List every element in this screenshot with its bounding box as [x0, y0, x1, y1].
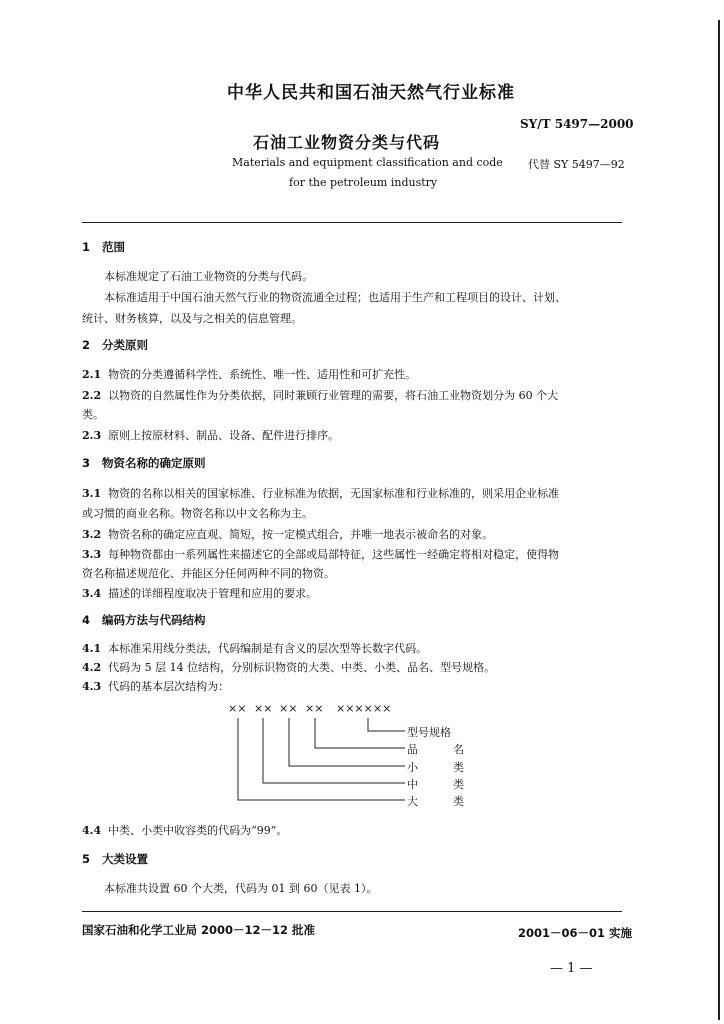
clause-number: 3.1 [82, 487, 102, 500]
section-heading-1 [82, 239, 125, 255]
section-heading-2 [82, 337, 148, 353]
clause-number: 2.2 [82, 389, 102, 402]
section-heading-3 [82, 455, 206, 471]
clause-text: 物资的分类遵循科学性、系统性、唯一性、适用性和可扩充性。 [108, 368, 417, 381]
line-middle-class [263, 718, 405, 783]
line-product-name [315, 718, 405, 748]
code-group-4: ×× [305, 702, 324, 715]
label-small-class: 小 类 [407, 761, 476, 774]
clause-text: 以物资的自然属性作为分类依据，同时兼顾行业管理的需要，将石油工业物资划分为 60 个大 [108, 389, 559, 402]
footer-rule [82, 911, 622, 912]
label-middle-class: 中 类 [407, 778, 476, 791]
section-number: 3 [82, 456, 91, 470]
section-heading-4 [82, 612, 206, 628]
clause-number: 4.3 [82, 680, 102, 693]
clause-text: 代码的基本层次结构为： [108, 680, 230, 693]
clause-3-3 [82, 546, 559, 562]
code-group-2: ×× [254, 702, 273, 715]
section-number: 4 [82, 613, 91, 627]
clause-number: 3.2 [82, 528, 102, 541]
line-small-class [289, 718, 405, 766]
document-title-english: Materials and equipment classification and code [232, 156, 503, 169]
section-number: 1 [82, 240, 91, 254]
header-rule [82, 222, 622, 223]
document-title-english-cont: for the petroleum industry [289, 176, 438, 189]
code-group-1: ×× [228, 702, 247, 715]
clause-4-1 [82, 640, 427, 656]
paragraph: 本标准共设置 60 个大类，代码为 01 到 60（见表 1）。 [104, 882, 378, 895]
clause-text: 本标准采用线分类法，代码编制是有含义的层次型等长数字代码。 [108, 642, 428, 655]
section-title: 编码方法与代码结构 [102, 613, 206, 627]
paragraph: 本标准适用于中国石油天然气行业的物资流通全过程；也适用于生产和工程项目的设计、计划、 [104, 291, 566, 304]
clause-3-2 [82, 526, 493, 542]
clause-text: 原则上按原材料、制品、设备、配件进行排序。 [108, 429, 340, 442]
clause-3-1 [82, 485, 559, 501]
code-group-3: ×× [279, 702, 298, 715]
clause-2-2 [82, 387, 558, 403]
section-heading-5 [82, 851, 148, 867]
approval-note: 国家石油和化学工业局 2000－12－12 批准 [82, 923, 316, 937]
clause-text: 代码为 5 层 14 位结构，分别标识物资的大类、中类、小类、品名、型号规格。 [108, 661, 496, 674]
clause-2-3 [82, 427, 339, 443]
clause-number: 4.1 [82, 642, 102, 655]
clause-4-3 [82, 678, 229, 694]
clause-3-1-cont: 或习惯的商业名称。物资名称以中文名称为主。 [82, 507, 313, 520]
replaces-standard: 代替 SY 5497—92 [528, 158, 625, 171]
clause-text: 每种物资都由一系列属性来描述它的全部或局部特征，这些属性一经确定将相对稳定，使得物 [108, 548, 560, 561]
section-title: 大类设置 [102, 852, 149, 866]
clause-2-2-cont: 类。 [82, 408, 104, 421]
line-large-class [238, 718, 405, 800]
clause-text: 描述的详细程度取决于管理和应用的要求。 [108, 587, 318, 600]
clause-text: 中类、小类中收容类的代码为“99”。 [108, 824, 288, 837]
implementation-date: 2001－06－01 实施 [518, 926, 633, 940]
clause-number: 3.3 [82, 548, 102, 561]
section-title: 物资名称的确定原则 [102, 456, 206, 470]
page-number: — 1 — [550, 961, 593, 976]
line-model-spec [368, 718, 405, 731]
clause-number: 2.3 [82, 429, 102, 442]
standard-number: SY/T 5497—2000 [520, 117, 634, 131]
clause-3-4 [82, 585, 317, 601]
section-number: 5 [82, 852, 91, 866]
clause-3-3-cont: 资名称描述规范化、并能区分任何两种不同的物资。 [82, 567, 335, 580]
section-title: 范围 [102, 240, 126, 254]
section-title: 分类原则 [102, 338, 149, 352]
clause-4-2 [82, 659, 495, 675]
clause-number: 3.4 [82, 587, 102, 600]
clause-2-1 [82, 366, 416, 382]
clause-number: 4.4 [82, 824, 102, 837]
document-title: 石油工业物资分类与代码 [253, 133, 441, 152]
label-large-class: 大 类 [407, 795, 476, 808]
paragraph: 本标准规定了石油工业物资的分类与代码。 [104, 270, 313, 283]
clause-text: 物资名称的确定应直观、简短，按一定模式组合，并唯一地表示被命名的对象。 [108, 528, 494, 541]
clause-number: 2.1 [82, 368, 102, 381]
code-group-5: ×××××× [336, 702, 392, 715]
label-model-spec: 型号规格 [407, 726, 451, 739]
clause-number: 4.2 [82, 661, 102, 674]
label-product-name: 品 名 [407, 743, 476, 756]
clause-text: 物资的名称以相关的国家标准、行业标准为依据，无国家标准和行业标准的，则采用企业标准 [108, 487, 560, 500]
org-title: 中华人民共和国石油天然气行业标准 [227, 83, 515, 103]
clause-4-4 [82, 822, 287, 838]
paragraph: 统计、财务核算，以及与之相关的信息管理。 [82, 312, 302, 325]
scan-edge-line [718, 20, 720, 1020]
section-number: 2 [82, 338, 91, 352]
